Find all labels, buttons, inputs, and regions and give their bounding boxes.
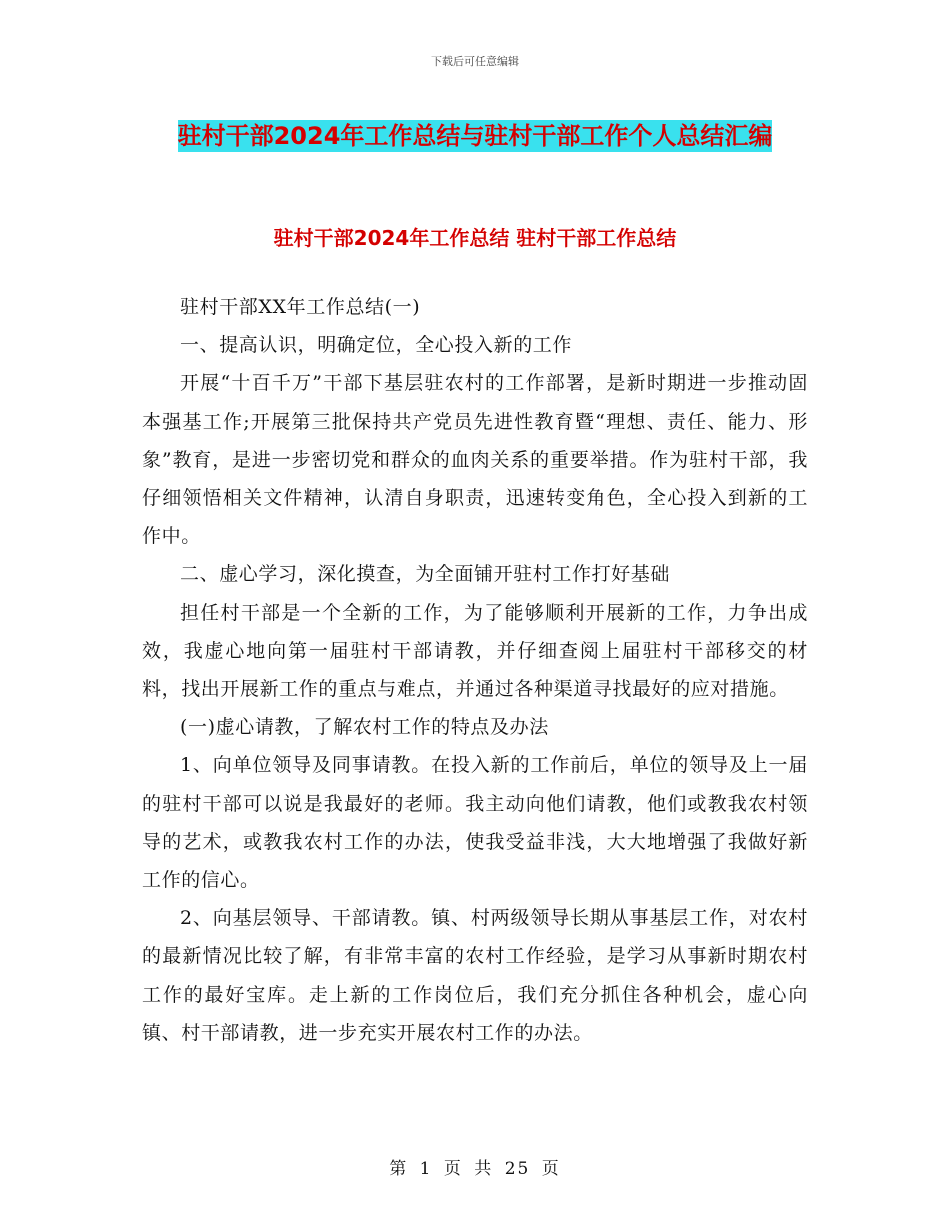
document-title-text: 驻村干部2024年工作总结与驻村干部工作个人总结汇编 — [177, 122, 773, 150]
paragraph: (一)虚心请教，了解农村工作的特点及办法 — [180, 716, 549, 739]
header-note: 下载后可任意编辑 — [431, 55, 519, 68]
paragraph: 一、提高认识，明确定位，全心投入新的工作 — [180, 334, 573, 357]
paragraph: 驻村干部XX年工作总结(一) — [180, 296, 421, 318]
page-footer: 第 1 页 共 25 页 — [389, 1159, 561, 1179]
paragraph: 开展“十百千万”干部下基层驻农村的工作部署，是新时期进一步推动固本强基工作;开展第三批保持共产党员先进性教育暨“理想、责任、能力、形象”教育，是进一步密切党和群众的血肉关系的重要举措。作为驻村干部，我仔细领悟相关文件精神，认清自身职责，迅速转变角色，全心投入到新的工作中。 — [142, 372, 808, 548]
document-title — [120, 113, 830, 159]
paragraph: 1、向单位领导及同事请教。在投入新的工作前后，单位的领导及上一届的驻村干部可以说是我最好的老师。我主动向他们请教，他们或教我农村领导的艺术，或教我农村工作的办法，使我受益非浅，大大地增强了我做好新工作的信心。 — [142, 754, 808, 892]
paragraph: 担任村干部是一个全新的工作，为了能够顺利开展新的工作，力争出成效，我虚心地向第一届驻村干部请教，并仔细查阅上届驻村干部移交的材料，找出开展新工作的重点与难点，并通过各种渠道寻找最好的应对措施。 — [142, 601, 808, 701]
document-body — [142, 288, 808, 1052]
paragraph: 2、向基层领导、干部请教。镇、村两级领导长期从事基层工作，对农村的最新情况比较了解，有非常丰富的农村工作经验，是学习从事新时期农村工作的最好宝库。走上新的工作岗位后，我们充分抓住各种机会，虚心向镇、村干部请教，进一步充实开展农村工作的办法。 — [142, 907, 808, 1044]
paragraph: 二、虚心学习，深化摸查，为全面铺开驻村工作打好基础 — [180, 563, 671, 586]
section-title: 驻村干部2024年工作总结 驻村干部工作总结 — [273, 226, 677, 250]
